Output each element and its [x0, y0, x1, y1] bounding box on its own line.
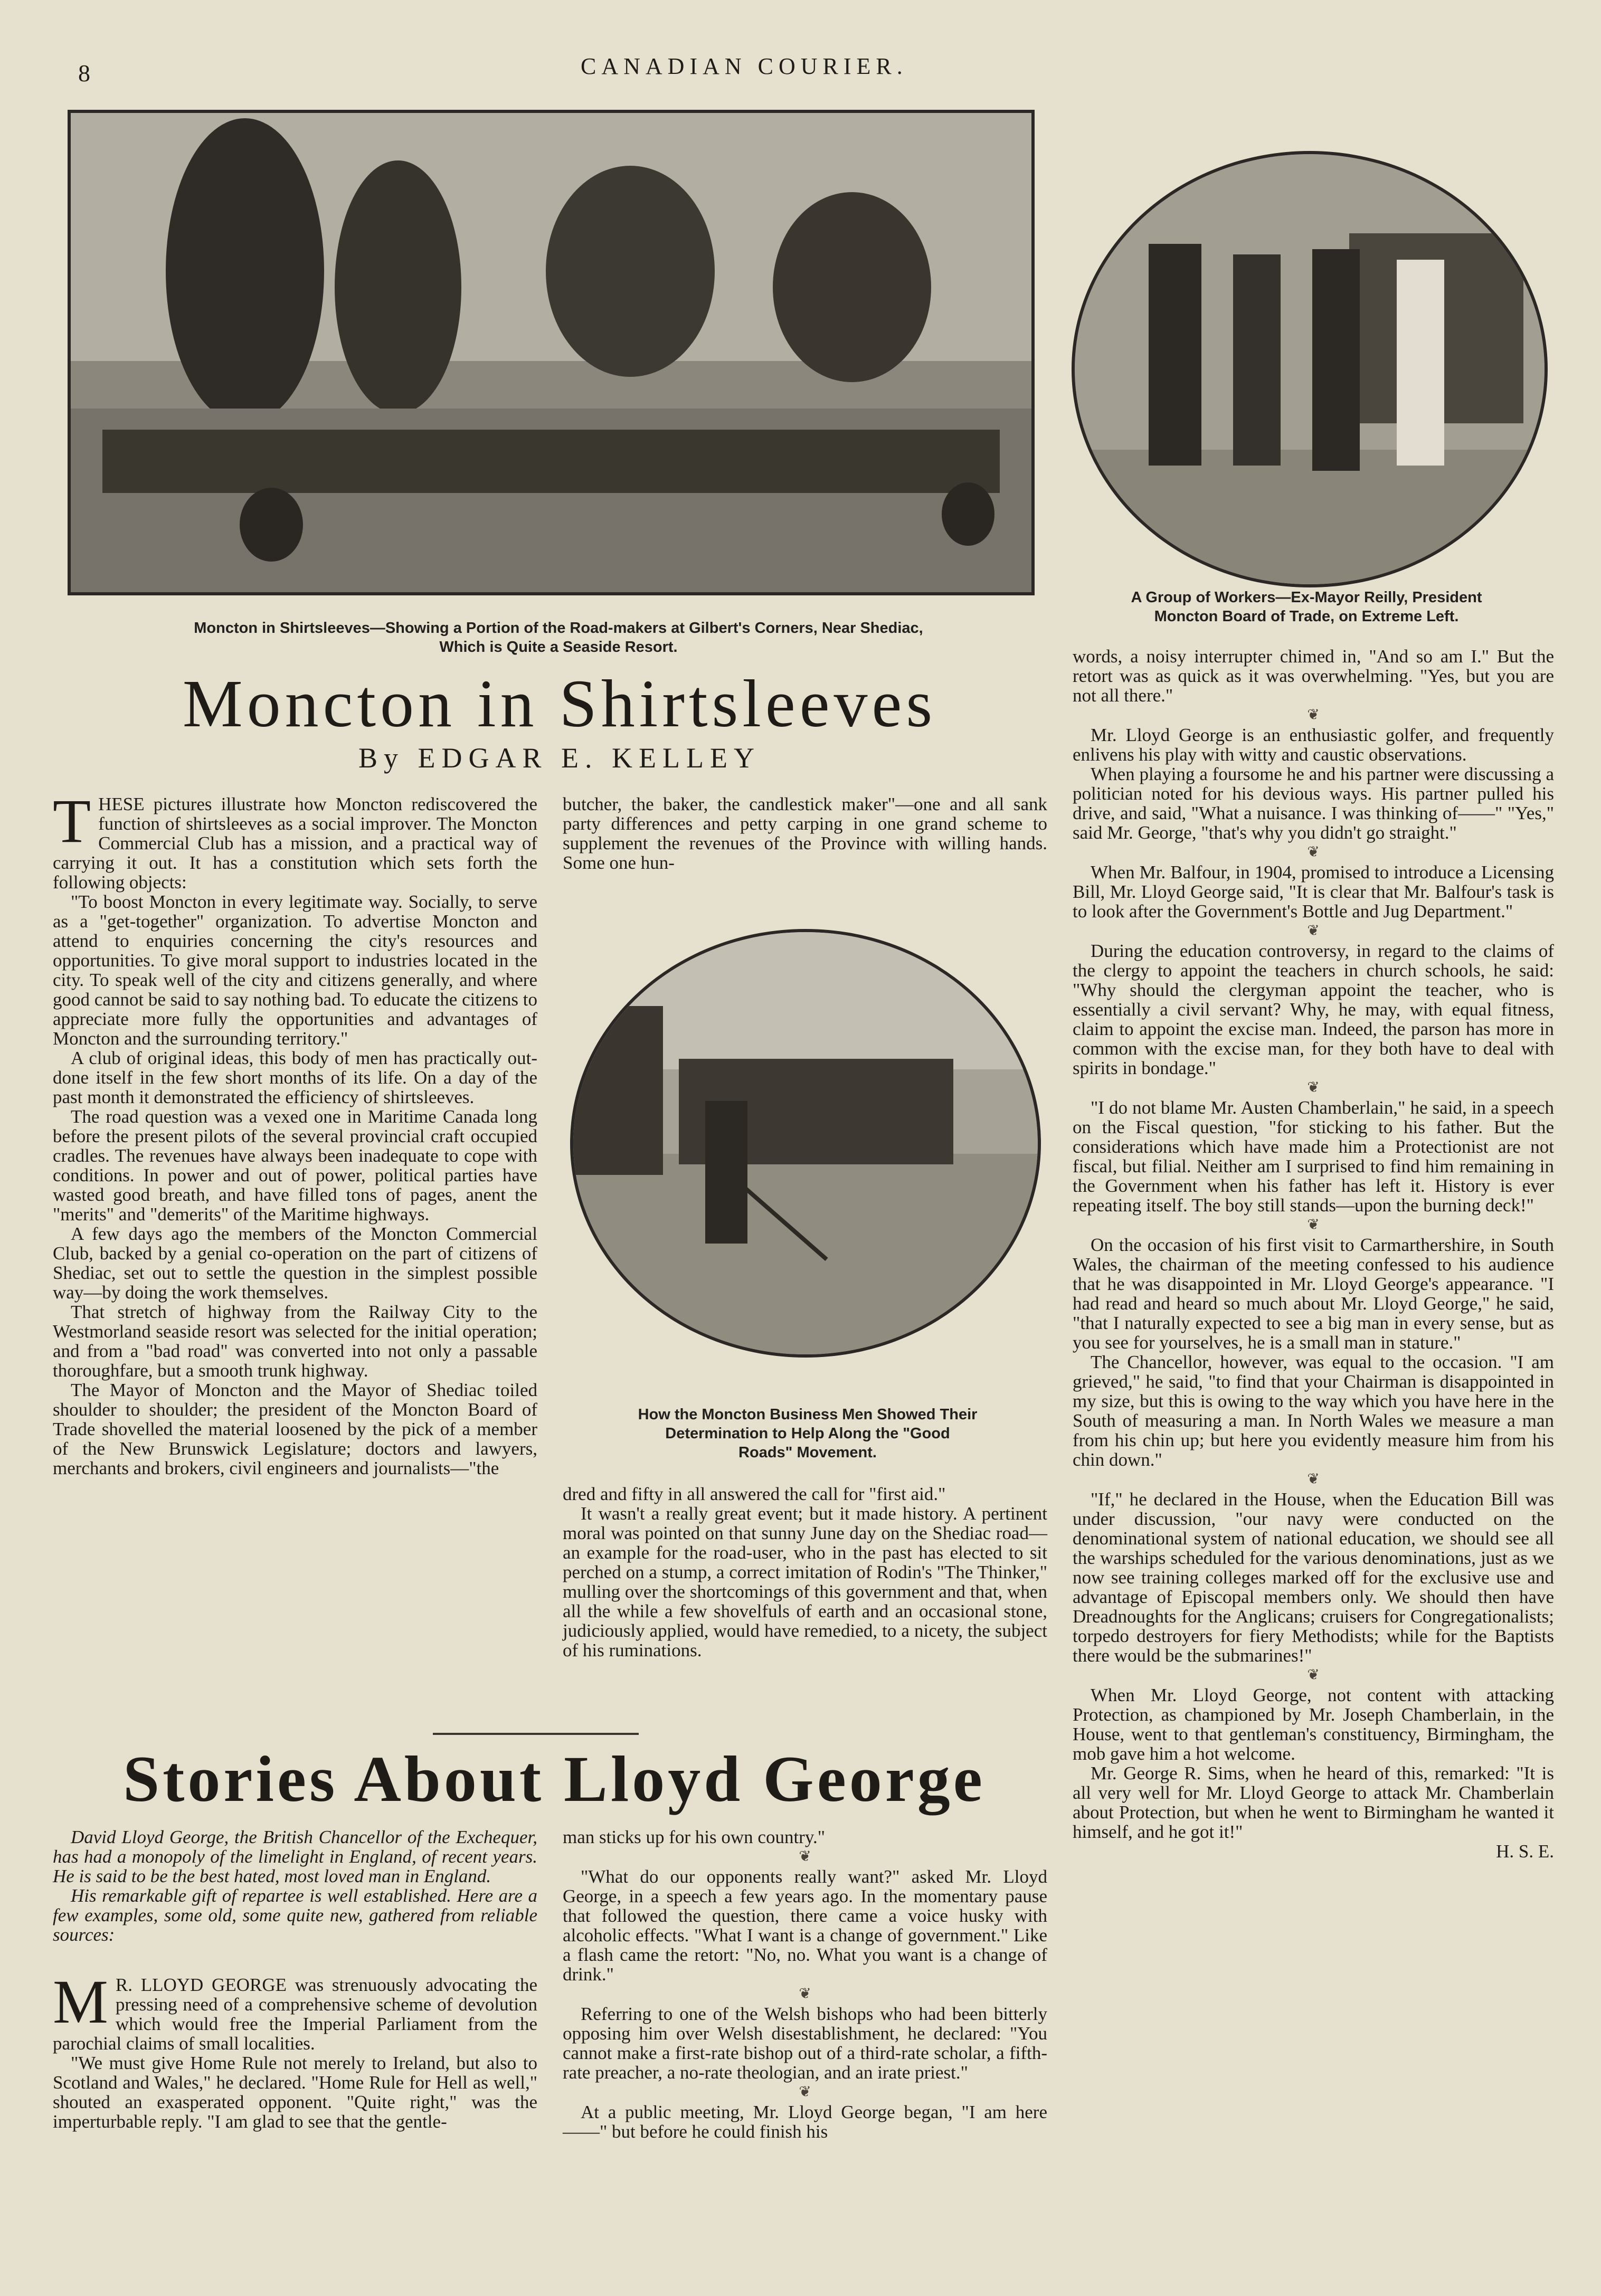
photo-road-makers — [68, 110, 1035, 595]
article2-column-1: David Lloyd George, the British Chancellor of the Exchequer, has had a monopoly of the limelight in England, of recent years. He is said to be the best hated, most loved man in England. His remarkable gift of repartee is well established. Here are a few examples, some old, some quite new, gathered from reliable sources: M R. LLOYD GEORGE was strenuously advocating the pressing need of a comprehensive scheme of devolution which would free the Imperial Parliament from the parochial claims of small localities. "We must give Home Rule not merely to Ireland, but also to Scotland and Wales," he declared. "Home Rule for Hell as well," shouted an exasperated opponent. "Quite right," was the imperturbable reply. "I am glad to see that the gentle- — [53, 1827, 537, 2132]
article1-column-2-top: butcher, the baker, the candlestick maker"—one and all sank party differences and petty carping in one grand scheme to supplement the revenues of the Province with willing hands. Some one hun- — [563, 794, 1047, 873]
ornament: ❦ — [1307, 1667, 1320, 1683]
article2-intro: David Lloyd George, the British Chancellor of the Exchequer, has had a monopoly of the limelight in England, of recent years. He is said to be the best hated, most loved man in England. His remarkable gift of repartee is well established. Here are a few examples, some old, some quite new, gathered from reliable sources: — [53, 1827, 537, 1945]
article2-column-2: man sticks up for his own country." ❦ "What do our opponents really want?" asked Mr. Lloyd George, in a speech a few years ago. In the momentary pause that followed the question, there came a voice husky with alcoholic effects. "What I want is a change of government." Like a flash came the retort: "No, no. What you want is a change of drink." ❦ Referring to one of the Welsh bishops who had been bitterly opposing him over Welsh disestablishment, he declared: "You cannot make a first-rate bishop out of a third-rate scholar, a fifth-rate preacher, a no-rate theologian, and an irate priest." ❦ At a public meeting, Mr. Lloyd George began, "I am here——" but before he could finish his — [563, 1827, 1047, 2142]
article1-column-2-bottom: dred and fifty in all answered the call for "first aid." It wasn't a really great event; but it made history. A pertinent moral was pointed on that sunny June day on the Shediac road—an example for the road-user, who in the past has elected to sit perched on a stump, a correct imitation of Rodin's "The Thinker," mulling over the shortcomings of this government and that, when all the while a few shovelfuls of earth and an occasional stone, judiciously applied, would have remedied, to a nicety, the subject of his ruminations. — [563, 1484, 1047, 1661]
ornament: ❦ — [799, 2084, 811, 2100]
page-number: 8 — [78, 60, 90, 87]
section-rule — [433, 1733, 639, 1735]
article-headline-moncton: Moncton in Shirtsleeves — [182, 666, 937, 741]
ornament: ❦ — [1307, 844, 1320, 860]
ornament: ❦ — [1307, 1079, 1320, 1096]
photo-good-roads — [570, 929, 1041, 1358]
dropcap: M — [53, 1967, 108, 2036]
dropcap: T — [53, 786, 91, 856]
caption-good-roads: How the Moncton Business Men Showed Their Determination to Help Along the "Good Roads" Movement. — [638, 1406, 978, 1461]
photo-group-of-workers — [1072, 151, 1548, 587]
caption-group-of-workers: A Group of Workers—Ex-Mayor Reilly, President Moncton Board of Trade, on Extreme Left. — [1131, 589, 1482, 625]
article2-column-3: words, a noisy interrupter chimed in, "And so am I." But the retort was as quick as it was overwhelming. "Yes, but you are not all there." ❦ Mr. Lloyd George is an enthusiastic golfer, and frequently enlivens his play with witty and caustic observations. When playing a foursome he and his partner were discussing a politician noted for his devious ways. His partner pulled his drive, and said, "What a nuisance. I was thinking of——" "Yes," said Mr. George, "that's why you didn't go straight." ❦ When Mr. Balfour, in 1904, promised to introduce a Licensing Bill, Mr. Lloyd George said, "It is clear that Mr. Balfour's task is to look after the Government's Bottle and Jug Department." ❦ During the education controversy, in regard to the claims of the clergy to appoint the teachers in church schools, he said: "Why should the clergyman appoint the teacher, who is essentially a civil servant? Why, he may, with equal fitness, claim to appoint the excise man. Indeed, the parson has more in common with the excise man, for they both have to deal with spirits in bondage." ❦ "I do not blame Mr. Austen Chamberlain," he said, in a speech on the Fiscal question, "for sticking to his father. But the considerations which have made him a Protectionist are not fiscal, but filial. Neither am I surprised to find him remaining in the Government when his father has left it. History is ever repeating itself. The boy still stands—upon the burning deck!" ❦ On the occasion of his first visit to Carmarthershire, in South Wales, the chairman of the meeting confessed to his audience that he was disappointed in Mr. Lloyd George's appearance. "I had read and heard so much about Mr. Lloyd George," he said, "that I naturally expected to see a big man in every sense, but as you see for yourselves, he is a small man in stature." The Chancellor, however, was equal to the occasion. "I am grieved," he said, "to find that your Chairman is disappointed in my size, but this is owing to the way which you have here in the South of measuring a man. In North Wales we measure a man from his chin up; but here you evidently measure him from his chin down." ❦ "If," he declared in the House, when the Education Bill was under discussion, "our navy were conducted on the denominational system of national education, we should see all the warships scheduled for the various denominations, just as we now see training colleges marked off for the exclusive use and advantage of Episcopal members only. We should then have Dreadnoughts for the Anglicans; cruisers for Congregationalists; torpedo destroyers for fiery Methodists; while for the Baptists there would be the submarines!" ❦ When Mr. Lloyd George, not content with attacking Protection, as championed by Mr. Joseph Chamberlain, in the House, went to that gentleman's constituency, Birmingham, the mob gave him a hot welcome. Mr. George R. Sims, when he heard of this, remarked: "It is all very well for Mr. Lloyd George to attack Mr. Chamberlain about Protection, but when he went to Birmingham he wanted it himself, and he got it!" H. S. E. — [1073, 646, 1554, 1862]
article-headline-lloyd-george: Stories About Lloyd George — [123, 1743, 986, 1815]
signature: H. S. E. — [1496, 1841, 1554, 1862]
article-byline: By EDGAR E. KELLEY — [358, 742, 761, 774]
ornament: ❦ — [799, 1986, 811, 2002]
caption-road-makers: Moncton in Shirtsleeves—Showing a Portion of the Road-makers at Gilbert's Corners, Near Shediac, Which is Quite a Seaside Resort. — [194, 620, 923, 656]
ornament: ❦ — [1307, 1217, 1320, 1233]
article1-column-1: THESE pictures illustrate how Moncton rediscovered the function of shirtsleeves as a social improver. The Moncton Commercial Club has a mission, and a practical way of carrying it out. It has a constitution which sets forth the following objects: "To boost Moncton in every legitimate way. Socially, to serve as a "get-together" organization. To advertise Moncton and attend to enquiries concerning the city's resources and opportunities. To give moral support to industries located in the city. To speak well of the city and citizens generally, and where good cannot be said to say nothing bad. To educate the citizens to appreciate more fully the opportunities and advantages of Moncton and the surrounding territory." A club of original ideas, this body of men has practically out-done itself in the few short months of its life. On a day of the past month it demonstrated the efficiency of shirtsleeves. The road question was a vexed one in Maritime Canada long before the present pilots of the several provincial craft occupied cradles. The revenues have always been inadequate to cope with conditions. In power and out of power, political parties have wasted good breath, and have filled tons of pages, anent the "merits" and "demerits" of the Maritime highways. A few days ago the members of the Moncton Commercial Club, backed by a genial co-operation on the part of citizens of Shediac, set out to settle the question in the simplest possible way—by doing the work themselves. That stretch of highway from the Railway City to the Westmorland seaside resort was selected for the initial operation; and from a "bad road" was converted into not only a passable thoroughfare, but a smooth trunk highway. The Mayor of Moncton and the Mayor of Shediac toiled shoulder to shoulder; the president of the Moncton Board of Trade shovelled the material loosened by the pick of a member of the New Brunswick Legislature; doctors and lawyers, merchants and brokers, civil engineers and journalists—"the — [53, 786, 537, 1478]
ornament: ❦ — [1307, 923, 1320, 939]
ornament: ❦ — [799, 1848, 811, 1865]
publication-title: CANADIAN COURIER. — [581, 53, 908, 79]
ornament: ❦ — [1307, 707, 1320, 723]
ornament: ❦ — [1307, 1471, 1320, 1487]
